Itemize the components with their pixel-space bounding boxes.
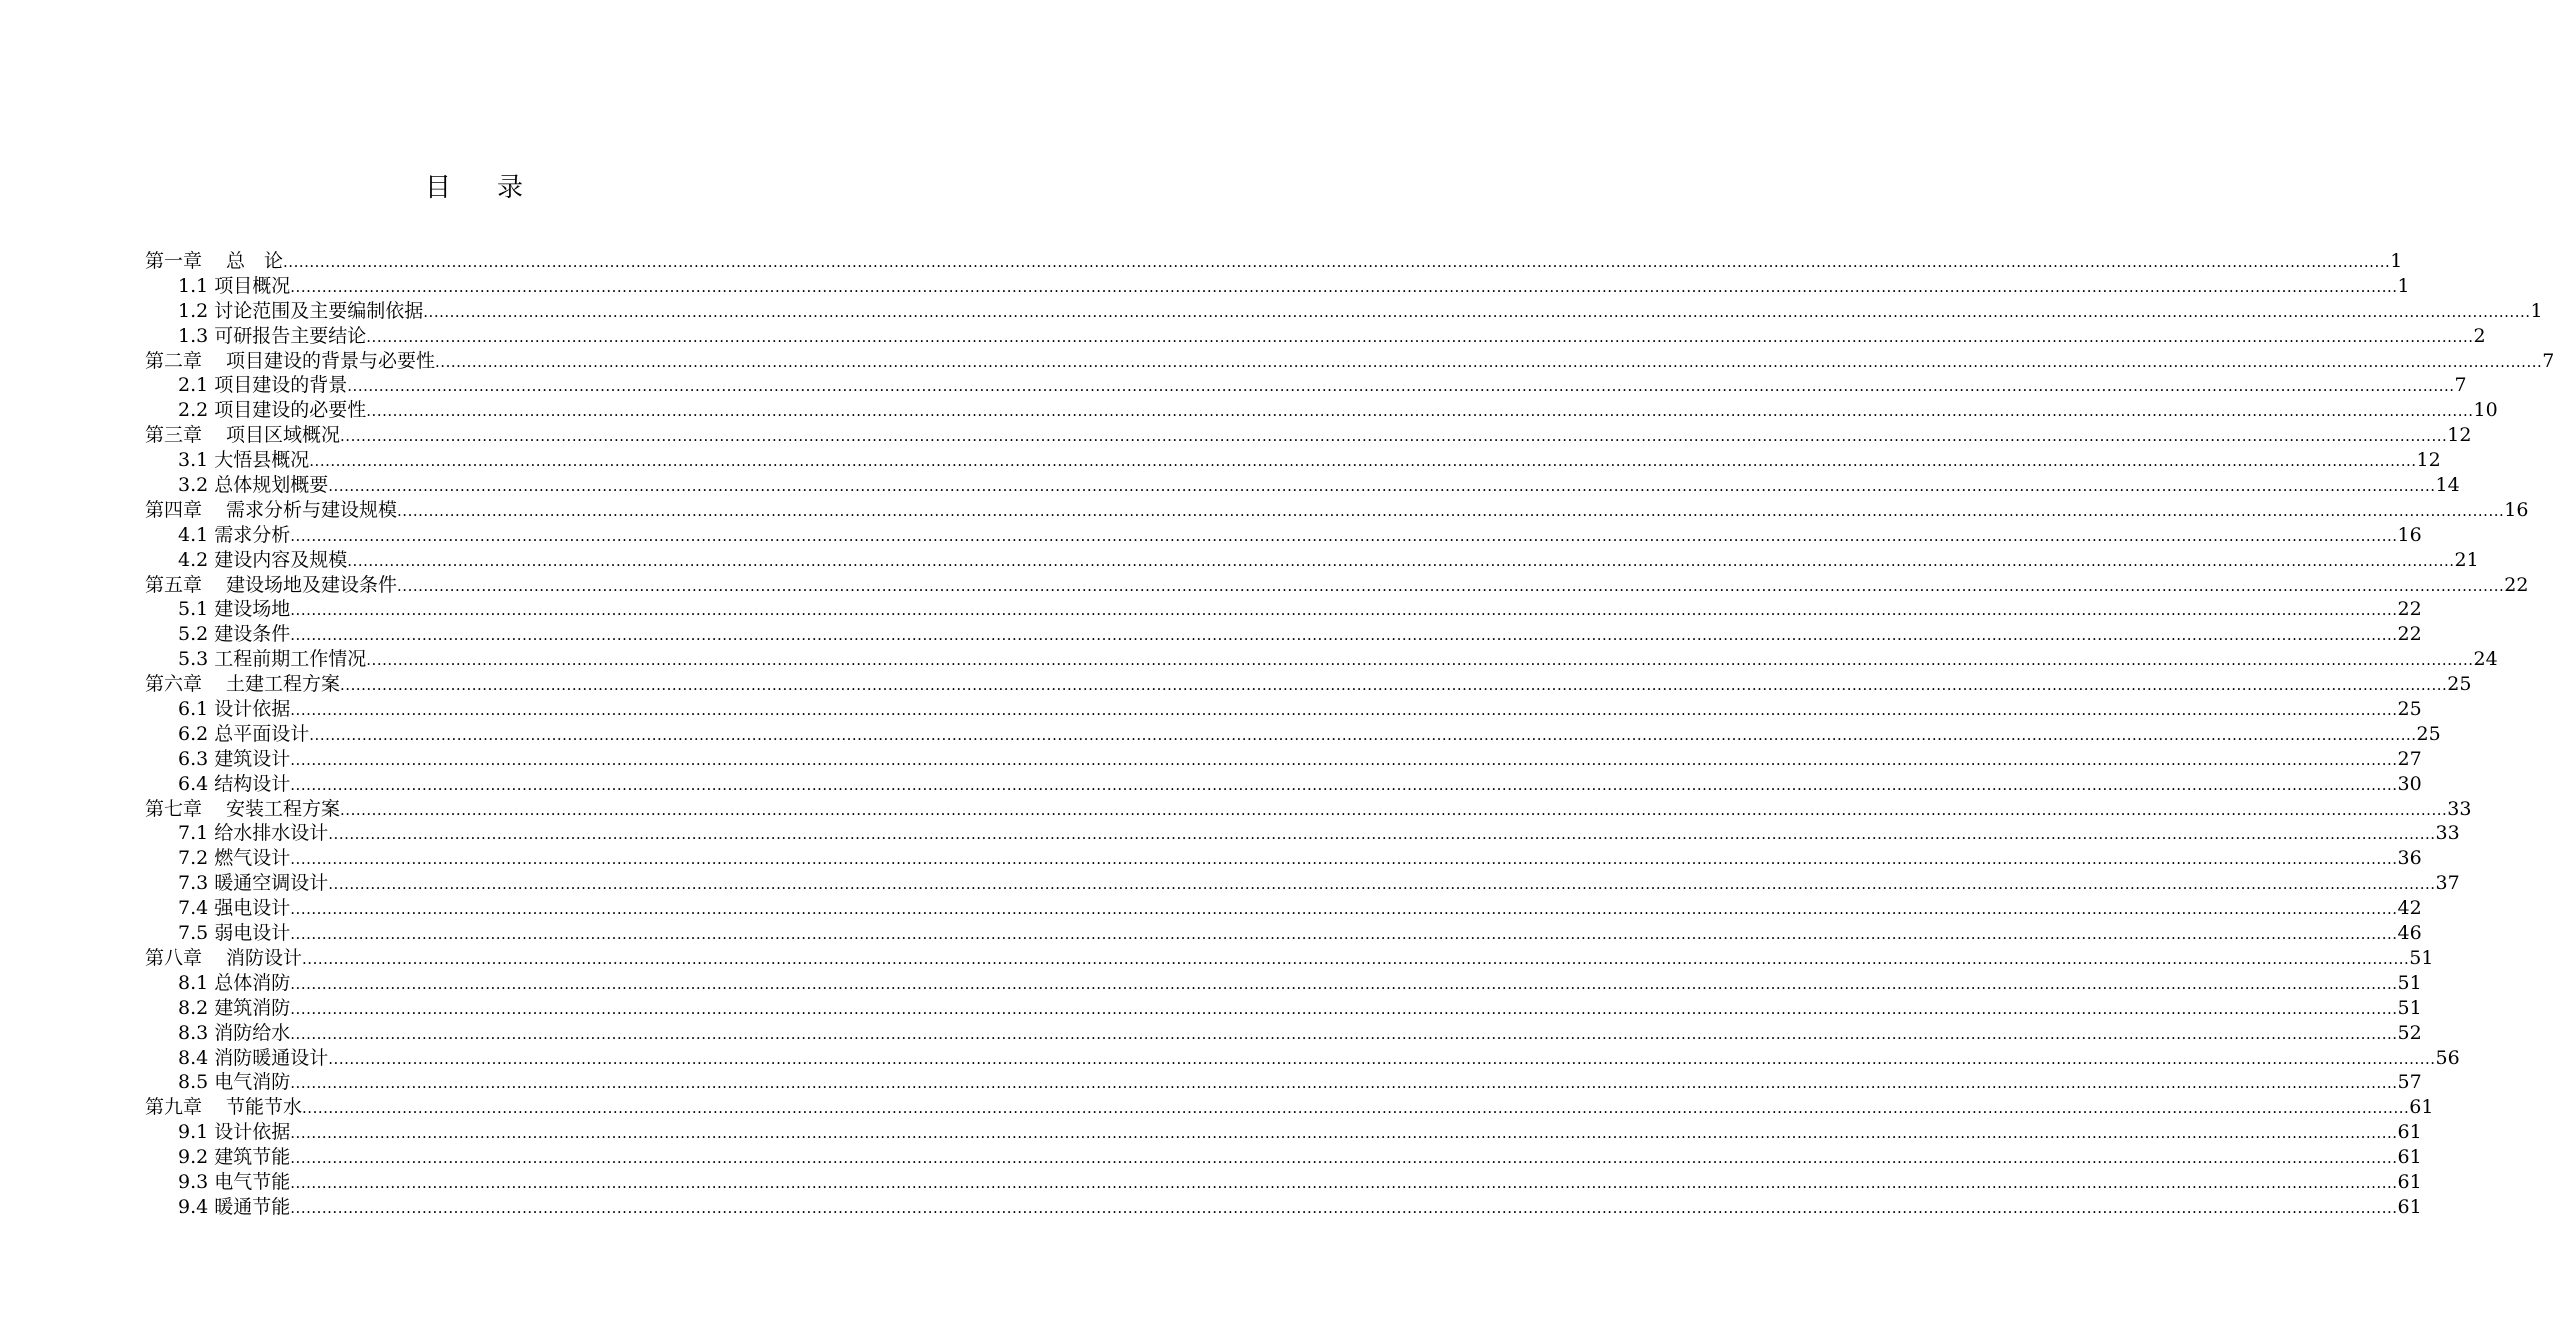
toc-entry-title: 电气消防	[214, 1071, 291, 1094]
dot-leader: ................................................................................................................................................................................................................................................................................................................................................................................................................	[290, 1124, 2398, 1143]
toc-section-entry[interactable]	[145, 299, 2543, 324]
toc-entry-title: 消防设计	[226, 946, 303, 969]
dot-leader: ................................................................................................................................................................................................................................................................................................................................................................................................................	[366, 327, 2474, 346]
toc-entry-number: 3.1	[178, 449, 209, 472]
toc-section-entry[interactable]	[145, 398, 2498, 423]
toc-entry-label	[178, 971, 290, 996]
toc-page-number: 25	[2397, 698, 2422, 721]
toc-entry-number: 9.3	[178, 1170, 209, 1193]
toc-page-number: 33	[2435, 822, 2460, 845]
toc-section-entry[interactable]	[145, 1195, 2422, 1220]
toc-entry-number: 5.3	[178, 648, 209, 671]
toc-entry-title: 消防暖通设计	[214, 1046, 329, 1069]
toc-entry-number: 第五章	[145, 573, 203, 596]
toc-section-entry[interactable]	[145, 996, 2422, 1021]
toc-entry-label	[145, 946, 302, 971]
toc-chapter-entry[interactable]	[145, 797, 2472, 822]
toc-entry-title: 消防给水	[214, 1021, 291, 1044]
toc-section-entry[interactable]	[145, 597, 2422, 622]
toc-entry-number: 6.1	[178, 698, 209, 721]
dot-leader: ................................................................................................................................................................................................................................................................................................................................................................................................................	[423, 302, 2531, 321]
toc-page-number: 51	[2409, 946, 2434, 969]
toc-entry-number: 第一章	[145, 250, 203, 272]
toc-entry-title: 项目建设的必要性	[214, 399, 367, 422]
dot-leader: ................................................................................................................................................................................................................................................................................................................................................................................................................	[290, 1198, 2398, 1217]
toc-section-entry[interactable]	[145, 747, 2422, 772]
toc-entry-label	[145, 1095, 302, 1120]
dot-leader: ................................................................................................................................................................................................................................................................................................................................................................................................................	[397, 576, 2505, 595]
toc-entry-label	[145, 498, 397, 523]
toc-page-number: 16	[2504, 498, 2529, 521]
toc-entry-number: 2.2	[178, 399, 209, 422]
toc-entry-title: 总体规划概要	[214, 474, 329, 497]
toc-entry-number: 8.5	[178, 1071, 209, 1094]
dot-leader: ................................................................................................................................................................................................................................................................................................................................................................................................................	[328, 477, 2436, 496]
page-title	[0, 172, 950, 204]
dot-leader: ................................................................................................................................................................................................................................................................................................................................................................................................................	[435, 352, 2543, 371]
toc-entry-title: 节能节水	[226, 1096, 303, 1119]
toc-page-number: 22	[2504, 573, 2529, 596]
toc-entry-number: 第四章	[145, 498, 203, 521]
toc-section-entry[interactable]	[145, 971, 2422, 996]
toc-chapter-entry[interactable]	[145, 946, 2434, 971]
toc-entry-label	[178, 697, 290, 722]
toc-entry-label	[145, 249, 283, 274]
dot-leader: ................................................................................................................................................................................................................................................................................................................................................................................................................	[397, 501, 2505, 520]
toc-entry-label	[145, 797, 340, 822]
dot-leader: ................................................................................................................................................................................................................................................................................................................................................................................................................	[283, 253, 2391, 271]
toc-entry-title: 可研报告主要结论	[214, 324, 367, 347]
toc-section-entry[interactable]	[145, 647, 2498, 672]
toc-entry-number: 第二章	[145, 349, 203, 372]
toc-entry-number: 9.1	[178, 1121, 209, 1144]
toc-entry-label	[178, 473, 328, 498]
toc-page-number: 51	[2397, 996, 2422, 1019]
toc-page-number: 12	[2416, 449, 2441, 472]
dot-leader: ................................................................................................................................................................................................................................................................................................................................................................................................................	[366, 402, 2474, 421]
toc-entry-title: 设计依据	[214, 1121, 291, 1144]
toc-chapter-entry[interactable]	[145, 423, 2472, 448]
toc-entry-label	[145, 672, 340, 697]
toc-entry-label	[178, 1145, 290, 1170]
toc-entry-title: 土建工程方案	[226, 673, 341, 696]
toc-entry-label	[178, 597, 290, 622]
toc-entry-number: 7.5	[178, 922, 209, 945]
toc-entry-number: 第九章	[145, 1096, 203, 1119]
dot-leader: ................................................................................................................................................................................................................................................................................................................................................................................................................	[290, 626, 2398, 645]
toc-page-number: 37	[2435, 872, 2460, 895]
toc-entry-label	[178, 821, 328, 846]
toc-page-number: 61	[2397, 1121, 2422, 1144]
toc-page-number: 22	[2397, 598, 2422, 621]
toc-entry-number: 8.1	[178, 971, 209, 994]
toc-entry-title: 项目建设的背景	[214, 374, 348, 397]
toc-entry-title: 大悟县概况	[214, 449, 310, 472]
toc-entry-title: 工程前期工作情况	[214, 648, 367, 671]
toc-section-entry[interactable]	[145, 772, 2422, 797]
toc-entry-number: 第三章	[145, 424, 203, 447]
toc-page-number: 10	[2473, 399, 2498, 422]
title-char-left: 目	[424, 173, 453, 203]
toc-section-entry[interactable]	[145, 1070, 2422, 1095]
toc-entry-number: 7.3	[178, 872, 209, 895]
toc-entry-number: 8.2	[178, 996, 209, 1019]
dot-leader: ................................................................................................................................................................................................................................................................................................................................................................................................................	[309, 452, 2417, 471]
toc-entry-title: 总 论	[226, 250, 284, 272]
toc-entry-title: 暖通空调设计	[214, 872, 329, 895]
toc-entry-title: 需求分析	[214, 523, 291, 546]
dot-leader: ................................................................................................................................................................................................................................................................................................................................................................................................................	[290, 1024, 2398, 1043]
toc-entry-title: 总平面设计	[214, 722, 310, 745]
toc-entry-title: 总体消防	[214, 971, 291, 994]
toc-section-entry[interactable]	[145, 871, 2460, 896]
toc-entry-title: 项目区域概况	[226, 424, 341, 447]
toc-chapter-entry[interactable]	[145, 249, 2403, 274]
toc-entry-title: 建筑设计	[214, 747, 291, 770]
toc-entry-label	[178, 1070, 290, 1095]
toc-page-number: 1	[2390, 250, 2403, 272]
toc-section-entry[interactable]	[145, 1145, 2422, 1170]
dot-leader: ................................................................................................................................................................................................................................................................................................................................................................................................................	[340, 427, 2448, 446]
toc-entry-label	[178, 523, 290, 548]
dot-leader: ................................................................................................................................................................................................................................................................................................................................................................................................................	[328, 825, 2436, 844]
toc-page-number: 30	[2397, 772, 2422, 795]
toc-entry-title: 建设条件	[214, 623, 291, 646]
toc-page-number: 7	[2454, 374, 2467, 397]
toc-entry-number: 8.3	[178, 1021, 209, 1044]
dot-leader: ................................................................................................................................................................................................................................................................................................................................................................................................................	[328, 1049, 2436, 1068]
toc-entry-label	[178, 647, 366, 672]
toc-section-entry[interactable]	[145, 324, 2486, 349]
dot-leader: ................................................................................................................................................................................................................................................................................................................................................................................................................	[290, 701, 2398, 720]
dot-leader: ................................................................................................................................................................................................................................................................................................................................................................................................................	[290, 775, 2398, 794]
dot-leader: ................................................................................................................................................................................................................................................................................................................................................................................................................	[340, 676, 2448, 695]
toc-entry-number: 7.2	[178, 847, 209, 870]
dot-leader: ................................................................................................................................................................................................................................................................................................................................................................................................................	[290, 999, 2398, 1018]
toc-page-number: 61	[2397, 1170, 2422, 1193]
toc-entry-number: 第八章	[145, 946, 203, 969]
toc-entry-number: 4.2	[178, 548, 209, 571]
toc-entry-number: 7.1	[178, 822, 209, 845]
toc-section-entry[interactable]	[145, 846, 2422, 871]
dot-leader: ................................................................................................................................................................................................................................................................................................................................................................................................................	[366, 651, 2474, 670]
toc-page-number: 21	[2454, 548, 2479, 571]
toc-entry-title: 建筑消防	[214, 996, 291, 1019]
dot-leader: ................................................................................................................................................................................................................................................................................................................................................................................................................	[290, 974, 2398, 993]
table-of-contents	[145, 249, 2554, 1220]
toc-page-number: 36	[2397, 847, 2422, 870]
toc-entry-title: 讨论范围及主要编制依据	[214, 299, 424, 322]
toc-entry-label	[178, 324, 366, 349]
toc-section-entry[interactable]	[145, 548, 2479, 573]
toc-entry-label	[145, 349, 435, 374]
dot-leader: ................................................................................................................................................................................................................................................................................................................................................................................................................	[290, 601, 2398, 620]
dot-leader: ................................................................................................................................................................................................................................................................................................................................................................................................................	[347, 377, 2455, 396]
toc-page-number: 25	[2447, 673, 2472, 696]
toc-entry-label	[145, 573, 397, 598]
toc-entry-label	[178, 1170, 290, 1195]
toc-page-number: 46	[2397, 922, 2422, 945]
toc-section-entry[interactable]	[145, 523, 2422, 548]
toc-entry-number: 第七章	[145, 797, 203, 820]
dot-leader: ................................................................................................................................................................................................................................................................................................................................................................................................................	[290, 1074, 2398, 1093]
toc-entry-number: 9.2	[178, 1146, 209, 1169]
toc-entry-title: 强电设计	[214, 897, 291, 920]
toc-entry-number: 1.1	[178, 274, 209, 297]
toc-entry-label	[145, 423, 340, 448]
dot-leader: ................................................................................................................................................................................................................................................................................................................................................................................................................	[302, 1099, 2410, 1118]
toc-section-entry[interactable]	[145, 896, 2422, 921]
toc-section-entry[interactable]	[145, 622, 2422, 647]
toc-chapter-entry[interactable]	[145, 349, 2554, 374]
toc-section-entry[interactable]	[145, 697, 2422, 722]
toc-entry-title: 结构设计	[214, 772, 291, 795]
toc-entry-title: 项目概况	[214, 274, 291, 297]
toc-entry-number: 2.1	[178, 374, 209, 397]
toc-entry-label	[178, 1021, 290, 1046]
toc-page-number: 51	[2397, 971, 2422, 994]
dot-leader: ................................................................................................................................................................................................................................................................................................................................................................................................................	[340, 800, 2448, 819]
toc-entry-label	[178, 1195, 290, 1220]
toc-entry-number: 6.4	[178, 772, 209, 795]
toc-entry-number: 6.2	[178, 722, 209, 745]
toc-entry-title: 建筑节能	[214, 1146, 291, 1169]
dot-leader: ................................................................................................................................................................................................................................................................................................................................................................................................................	[290, 1173, 2398, 1192]
toc-section-entry[interactable]	[145, 1021, 2422, 1046]
dot-leader: ................................................................................................................................................................................................................................................................................................................................................................................................................	[290, 900, 2398, 919]
toc-entry-label	[178, 299, 423, 324]
toc-entry-number: 8.4	[178, 1046, 209, 1069]
toc-chapter-entry[interactable]	[145, 498, 2529, 523]
toc-entry-number: 1.2	[178, 299, 209, 322]
toc-entry-title: 安装工程方案	[226, 797, 341, 820]
toc-entry-title: 设计依据	[214, 698, 291, 721]
toc-entry-title: 项目建设的背景与必要性	[226, 349, 436, 372]
toc-section-entry[interactable]	[145, 448, 2441, 473]
toc-section-entry[interactable]	[145, 1120, 2422, 1145]
toc-section-entry[interactable]	[145, 1046, 2460, 1071]
toc-page-number: 1	[2530, 299, 2543, 322]
toc-entry-title: 需求分析与建设规模	[226, 498, 398, 521]
dot-leader: ................................................................................................................................................................................................................................................................................................................................................................................................................	[309, 725, 2417, 744]
toc-page-number: 2	[2473, 324, 2486, 347]
toc-entry-label	[178, 398, 366, 423]
toc-entry-title: 给水排水设计	[214, 822, 329, 845]
toc-entry-label	[178, 1046, 328, 1071]
toc-section-entry[interactable]	[145, 1170, 2422, 1195]
toc-section-entry[interactable]	[145, 722, 2441, 747]
toc-page-number: 33	[2447, 797, 2472, 820]
toc-entry-number: 7.4	[178, 897, 209, 920]
dot-leader: ................................................................................................................................................................................................................................................................................................................................................................................................................	[290, 925, 2398, 944]
toc-entry-title: 电气节能	[214, 1170, 291, 1193]
toc-section-entry[interactable]	[145, 921, 2422, 946]
toc-entry-label	[178, 548, 347, 573]
toc-entry-number: 第六章	[145, 673, 203, 696]
dot-leader: ................................................................................................................................................................................................................................................................................................................................................................................................................	[347, 551, 2455, 570]
toc-page-number: 57	[2397, 1071, 2422, 1094]
toc-section-entry[interactable]	[145, 821, 2460, 846]
toc-section-entry[interactable]	[145, 274, 2410, 299]
toc-entry-title: 燃气设计	[214, 847, 291, 870]
dot-leader: ................................................................................................................................................................................................................................................................................................................................................................................................................	[290, 277, 2398, 296]
toc-page-number: 16	[2397, 523, 2422, 546]
toc-entry-label	[178, 896, 290, 921]
toc-entry-label	[178, 1120, 290, 1145]
toc-section-entry[interactable]	[145, 373, 2467, 398]
toc-entry-label	[178, 722, 309, 747]
toc-page-number: 42	[2397, 897, 2422, 920]
toc-entry-label	[178, 448, 309, 473]
toc-entry-label	[178, 772, 290, 797]
toc-entry-label	[178, 747, 290, 772]
toc-page-number: 12	[2447, 424, 2472, 447]
toc-entry-title: 建设内容及规模	[214, 548, 348, 571]
toc-page-number: 61	[2397, 1146, 2422, 1169]
toc-entry-number: 6.3	[178, 747, 209, 770]
toc-entry-label	[178, 373, 347, 398]
toc-entry-number: 3.2	[178, 474, 209, 497]
toc-chapter-entry[interactable]	[145, 573, 2529, 598]
toc-page-number: 14	[2435, 474, 2460, 497]
toc-entry-title: 弱电设计	[214, 922, 291, 945]
toc-page-number: 27	[2397, 747, 2422, 770]
toc-entry-number: 4.1	[178, 523, 209, 546]
title-char-right: 录	[497, 173, 526, 203]
toc-entry-number: 5.1	[178, 598, 209, 621]
toc-chapter-entry[interactable]	[145, 1095, 2434, 1120]
toc-entry-number: 9.4	[178, 1195, 209, 1218]
toc-page-number: 61	[2409, 1096, 2434, 1119]
toc-entry-title: 建设场地及建设条件	[226, 573, 398, 596]
toc-entry-label	[178, 846, 290, 871]
toc-entry-label	[178, 921, 290, 946]
toc-entry-title: 暖通节能	[214, 1195, 291, 1218]
toc-page-number: 61	[2397, 1195, 2422, 1218]
toc-page-number: 52	[2397, 1021, 2422, 1044]
toc-entry-label	[178, 871, 328, 896]
dot-leader: ................................................................................................................................................................................................................................................................................................................................................................................................................	[290, 750, 2398, 769]
toc-entry-label	[178, 996, 290, 1021]
dot-leader: ................................................................................................................................................................................................................................................................................................................................................................................................................	[290, 1149, 2398, 1168]
dot-leader: ................................................................................................................................................................................................................................................................................................................................................................................................................	[290, 526, 2398, 545]
toc-entry-label	[178, 622, 290, 647]
toc-entry-number: 5.2	[178, 623, 209, 646]
toc-chapter-entry[interactable]	[145, 672, 2472, 697]
toc-page-number: 1	[2397, 274, 2410, 297]
toc-page-number: 7	[2542, 349, 2554, 372]
toc-section-entry[interactable]	[145, 473, 2460, 498]
toc-page-number: 24	[2473, 648, 2498, 671]
toc-page-number: 25	[2416, 722, 2441, 745]
dot-leader: ................................................................................................................................................................................................................................................................................................................................................................................................................	[328, 875, 2436, 894]
dot-leader: ................................................................................................................................................................................................................................................................................................................................................................................................................	[302, 949, 2410, 968]
toc-entry-label	[178, 274, 290, 299]
toc-page-number: 56	[2435, 1046, 2460, 1069]
toc-entry-number: 1.3	[178, 324, 209, 347]
dot-leader: ................................................................................................................................................................................................................................................................................................................................................................................................................	[290, 850, 2398, 869]
toc-page-number: 22	[2397, 623, 2422, 646]
toc-entry-title: 建设场地	[214, 598, 291, 621]
